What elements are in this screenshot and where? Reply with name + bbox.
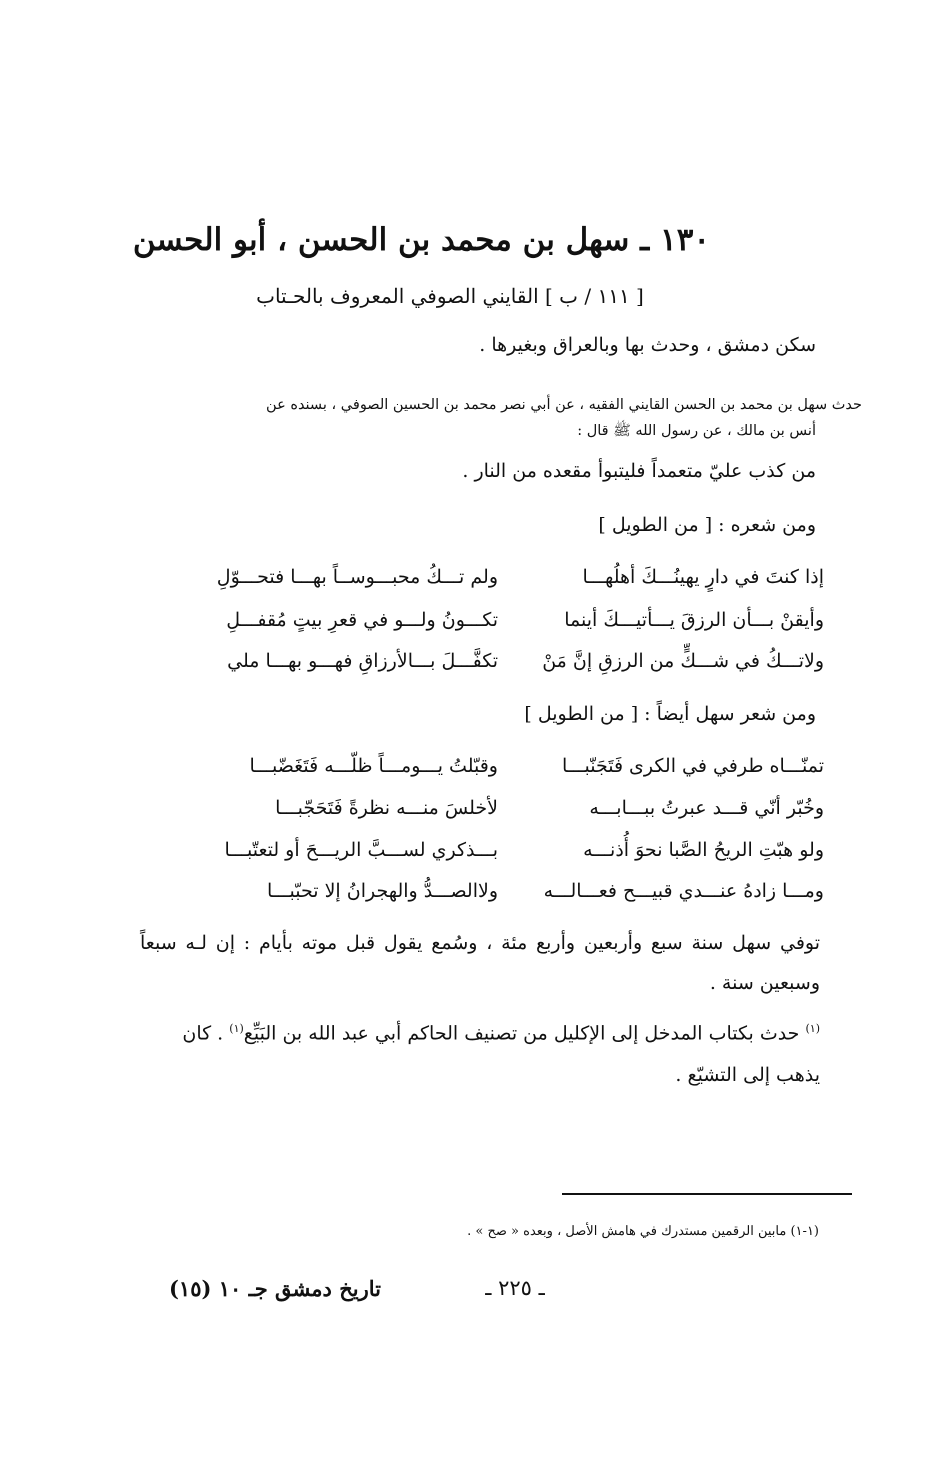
poem1-verse-3-first-half: ولاتـــكُ في شـــكٍّ من الرزقِ إنَّ مَنْ <box>542 650 824 672</box>
poem2-verse-2-first-half: وخُبّر أنّي قـــد عبرتُ ببـــابـــه <box>589 797 824 819</box>
poem1-verse-2-second-half: تكـــونُ ولـــو في قعرِ بيتٍ مُقفـــلِ <box>226 609 498 631</box>
entry-subtitle: [ ١١١ / ب ] القايني الصوفي المعروف بالحـتاب <box>256 284 644 308</box>
narration-text-end: . كان <box>182 1022 230 1045</box>
footnote-marker: (١) <box>805 1022 820 1035</box>
poem2-verse-3-second-half: بـــذكري لســـبَّ الريـــحَ أو لتعتّبـــا <box>224 839 498 861</box>
hadith-text: من كذب عليّ متعمداً فليتبوأ مقعده من النار . <box>462 460 816 482</box>
footnote-marker: (١) <box>229 1022 244 1035</box>
residence-line: سكن دمشق ، وحدث بها وبالعراق وبغيرها . <box>479 334 816 356</box>
death-line-2: وسبعين سنة . <box>709 972 820 994</box>
poem1-verse-3-second-half: تكفَّـــلَ بـــالأرزاقِ فهـــو بهـــا ملي <box>227 650 498 672</box>
footnote: (١-١) مابين الرقمين مستدرك في هامش الأصل ، وبعده « صح » . <box>467 1224 819 1239</box>
poem2-verse-4-first-half: ومـــا زادهُ عنـــدي قبيـــح فعـــالـــه <box>543 880 824 902</box>
narration-text: حدث بكتاب المدخل إلى الإكليل من تصنيف الحاكم أبي عبد الله بن البَيِّع <box>243 1022 800 1045</box>
poem2-verse-3-first-half: ولو هبّتِ الريحُ الصَّبا نحوَ أُذنـــه <box>583 839 824 861</box>
poem2-verse-4-second-half: ولاالصـــدُّ والهجرانُ إلا تحبّبـــا <box>267 880 498 902</box>
poem1-intro: ومن شعره : [ من الطويل ] <box>598 514 816 536</box>
book-name: تاريخ دمشق جـ ١٠ (١٥) <box>168 1276 381 1301</box>
footnote-separator <box>562 1193 852 1195</box>
hadith-chain-line-2: أنس بن مالك ، عن رسول الله ﷺ قال : <box>577 423 816 439</box>
narration-line-1 <box>182 1022 820 1044</box>
poem2-verse-1-second-half: وقبّلتُ يـــومـــاً ظلّـــه فَتَغَضّبـــا <box>249 755 498 777</box>
death-line-1: توفي سهل سنة سبع وأربعين وأربع مئة ، وسُمع يقول قبل موته بأيام : إن لـه سبعاً <box>140 932 820 954</box>
poem1-verse-1-first-half: إذا كنتَ في دارٍ يهينُـــكَ أهلُهـــا <box>582 566 824 588</box>
page-number: ـ ٢٢٥ ـ <box>485 1276 545 1300</box>
poem2-intro: ومن شعر سهل أيضاً : [ من الطويل ] <box>524 703 816 725</box>
hadith-chain-line-1: حدث سهل بن محمد بن الحسن القايني الفقيه ، عن أبي نصر محمد بن الحسين الصوفي ، بسنده عن <box>266 397 862 413</box>
poem2-verse-2-second-half: لأخلسَ منـــه نظرةً فَتَحَجّبـــا <box>275 797 498 819</box>
poem1-verse-2-first-half: وأيقنْ بـــأن الرزقَ يـــأتيـــكَ أينما <box>564 609 824 631</box>
narration-line-2: يذهب إلى التشيّع . <box>675 1064 820 1086</box>
poem1-verse-1-second-half: ولم تـــكُ محبـــوســاً بهـــا فتحـــوّلِ <box>216 566 498 588</box>
entry-title: ١٣٠ ـ سهل بن محمد بن الحسن ، أبو الحسن <box>132 222 710 258</box>
poem2-verse-1-first-half: تمنّـــاه طرفي في الكرى فَتَجَنّبـــا <box>561 755 824 777</box>
